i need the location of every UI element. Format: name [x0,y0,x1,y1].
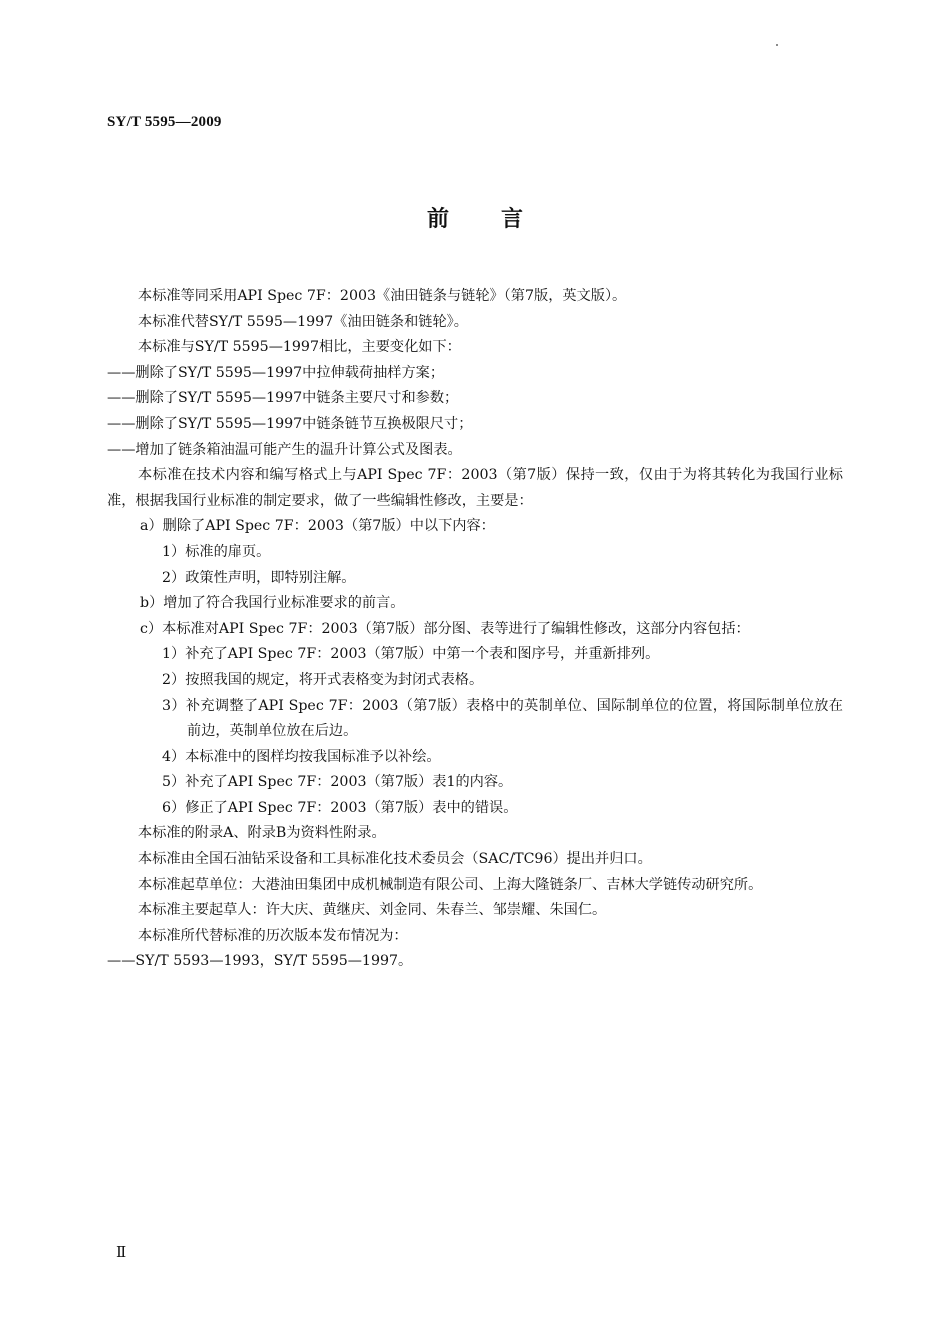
paragraph-replaces: 本标准代替SY/T 5595—1997《油田链条和链轮》。 [138,313,468,330]
list-item-a-2: 2）政策性声明，即特别注解。 [162,569,356,586]
paragraph-adoption: 本标准等同采用API Spec 7F：2003《油田链条与链轮》（第7版，英文版）。 [138,288,627,304]
paragraph-proposer: 本标准由全国石油钻采设备和工具标准化技术委员会（SAC/TC96）提出并归口。 [138,851,652,868]
list-item-change-2: ——删除了SY/T 5595—1997中链条主要尺寸和参数； [107,390,459,407]
list-item-b: b）增加了符合我国行业标准要求的前言。 [140,595,405,612]
list-item-change-3: ——删除了SY/T 5595—1997中链条链节互换极限尺寸； [107,415,473,432]
foreword-body [107,284,843,975]
standard-code-header: SY/T 5595—2009 [107,114,222,130]
list-item-c-6: 6）修正了API Spec 7F：2003（第7版）表中的错误。 [162,799,518,816]
list-item-c-1: 1）补充了API Spec 7F：2003（第7版）中第一个表和图序号，并重新排列。 [162,646,660,663]
paragraph-changes-intro: 本标准与SY/T 5595—1997相比，主要变化如下： [138,339,461,356]
list-item-c-5: 5）补充了API Spec 7F：2003（第7版）表1的内容。 [162,774,513,791]
scan-artifact-dot [776,44,778,46]
list-item-c-4: 4）本标准中的图样均按我国标准予以补绘。 [162,748,441,765]
list-item-c: c）本标准对API Spec 7F：2003（第7版）部分图、表等进行了编辑性修改，这部分内容包括： [140,620,750,637]
list-item-change-4: ——增加了链条箱油温可能产生的温升计算公式及图表。 [107,441,462,458]
page-title: 前言 [426,207,575,232]
list-item-a: a）删除了API Spec 7F：2003（第7版）中以下内容： [140,518,495,535]
list-item-change-1: ——删除了SY/T 5595—1997中拉伸载荷抽样方案； [107,364,445,381]
list-item-a-1: 1）标准的扉页。 [162,543,271,560]
paragraph-drafters: 本标准主要起草人：许大庆、黄继庆、刘金同、朱春兰、邹崇耀、朱国仁。 [138,902,607,919]
list-item-c-2: 2）按照我国的规定，将开式表格变为封闭式表格。 [162,671,484,688]
paragraph-annexes: 本标准的附录A、附录B为资料性附录。 [138,825,386,842]
page-number: Ⅱ [116,1245,127,1261]
list-item-c-3: 3）补充调整了API Spec 7F：2003（第7版）表格中的英制单位、国际制单位的位置，将国际制单位放在前边，英制单位放在后边。 [162,697,843,740]
paragraph-history-intro: 本标准所代替标准的历次版本发布情况为： [138,927,408,944]
list-item-history: ——SY/T 5593—1993，SY/T 5595—1997。 [107,953,413,970]
paragraph-consistency: 本标准在技术内容和编写格式上与API Spec 7F：2003（第7版）保持一致，仅由于为将其转化为我国行业标准，根据我国行业标准的制定要求，做了一些编辑性修改，主要是： [107,467,843,509]
paragraph-drafting-units: 本标准起草单位：大港油田集团中成机械制造有限公司、上海大隆链条厂、吉林大学链传动研究所。 [138,876,763,893]
